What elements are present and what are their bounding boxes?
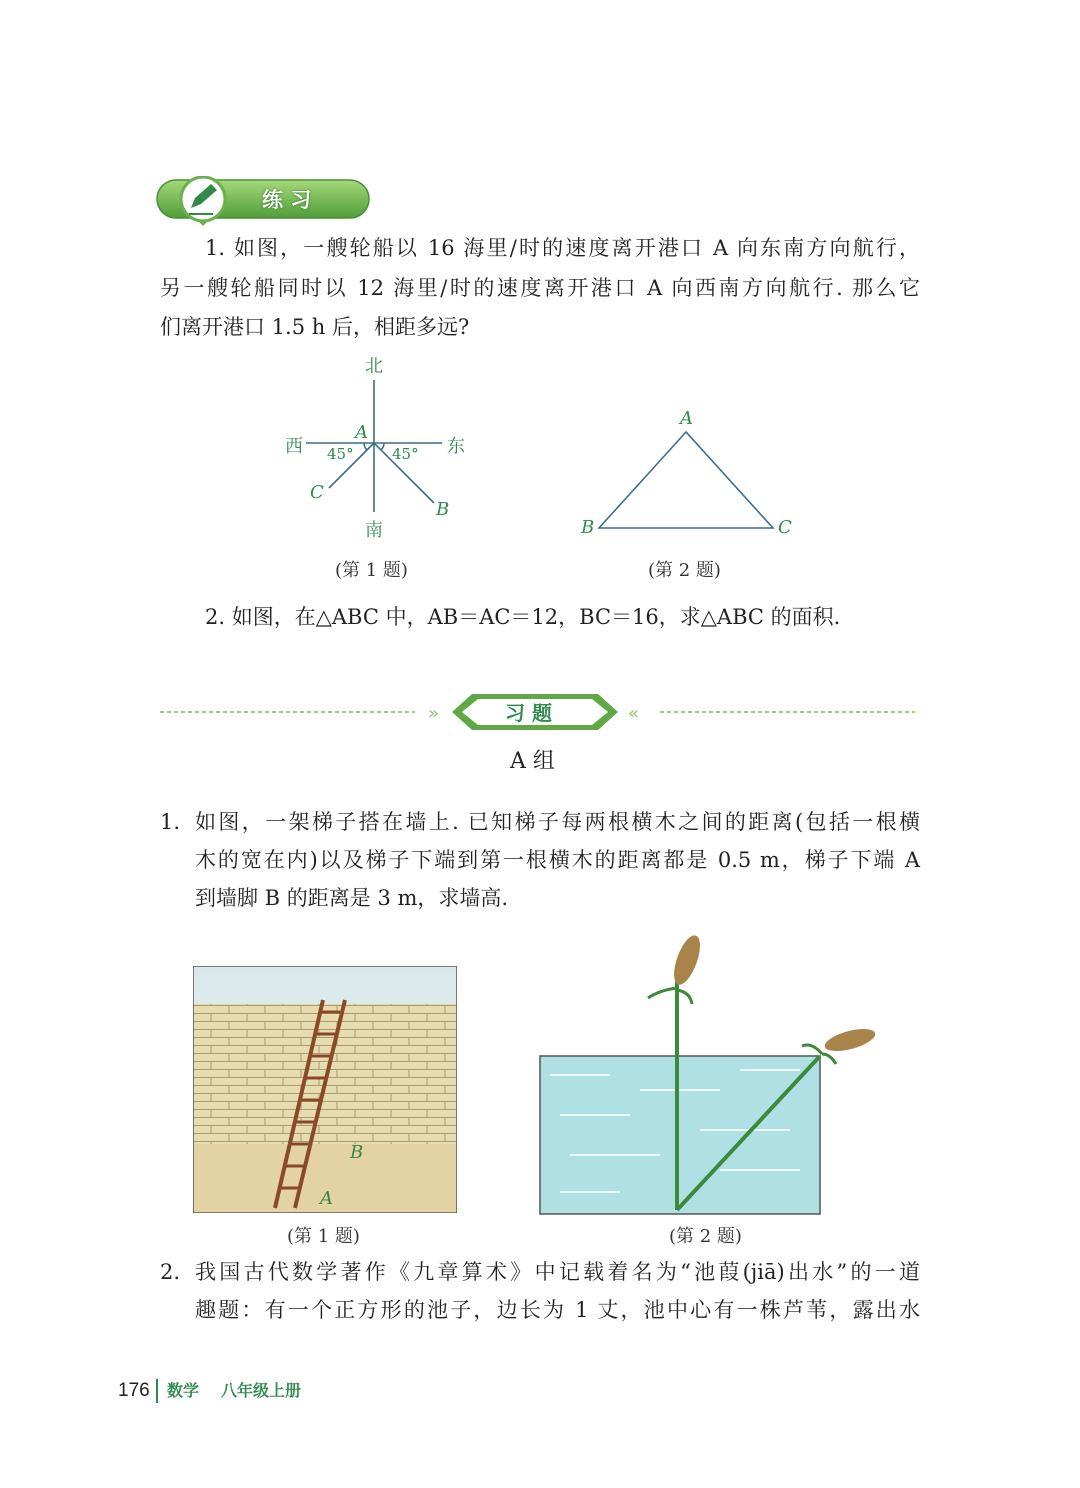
pond-reed-illustration (530, 930, 890, 1220)
label-angle-left: 45° (327, 445, 354, 463)
ladder-label-b: B (350, 1142, 364, 1163)
practice-q1-line-2: 另一艘轮船同时以 12 海里/时的速度离开港口 A 向西南方向航行. 那么它 (160, 276, 920, 300)
compass-diagram (0, 0, 1080, 600)
practice-q1-line-1: 1. 如图，一艘轮船以 16 海里/时的速度离开港口 A 向东南方向航行， (205, 236, 920, 260)
caption-exercise-2: (第 2 题) (669, 1226, 742, 1247)
ladder-label-a: A (320, 1188, 333, 1209)
exercise-q1-line-2: 木的宽在内)以及梯子下端到第一根横木的距离都是 0.5 m，梯子下端 A (195, 848, 920, 872)
label-angle-right: 45° (392, 445, 419, 463)
exercise-q1-line-1: 如图，一架梯子搭在墙上. 已知梯子每两根横木之间的距离(包括一根横 (195, 810, 920, 834)
caption-practice-2: (第 2 题) (648, 560, 721, 581)
svg-text:»: » (428, 703, 440, 724)
label-b: B (436, 499, 450, 520)
ladder-wall-illustration (193, 966, 457, 1213)
footer-divider (156, 1379, 158, 1403)
page-number: 176 (118, 1380, 150, 1401)
exercise-q2-line-2: 趣题：有一个正方形的池子，边长为 1 丈，池中心有一株芦苇，露出水 (195, 1298, 920, 1322)
svg-text:«: « (628, 703, 640, 724)
label-west: 西 (285, 436, 303, 457)
group-heading: A 组 (510, 749, 555, 774)
exercise-q1-line-3: 到墙脚 B 的距离是 3 m，求墙高. (195, 886, 509, 910)
footer-book: 八年级上册 (221, 1381, 302, 1400)
label-north: 北 (365, 356, 383, 377)
caption-practice-1: (第 1 题) (335, 560, 408, 581)
triangle-label-a: A (680, 408, 693, 429)
practice-badge-label: 练 习 (262, 188, 312, 212)
label-c: C (310, 482, 324, 503)
triangle-label-c: C (778, 517, 792, 538)
exercise-q2-line-1: 我国古代数学著作《九章算术》中记载着名为“池葭(jiā)出水”的一道 (195, 1260, 920, 1284)
exercise-q1-number: 1. (160, 810, 181, 834)
label-a: A (355, 422, 368, 443)
exercises-badge-label: 习 题 (505, 701, 552, 725)
exercise-q2-number: 2. (160, 1260, 181, 1284)
practice-q1-line-3: 们离开港口 1.5 h 后，相距多远? (160, 315, 470, 339)
label-south: 南 (365, 520, 383, 541)
label-east: 东 (447, 436, 465, 457)
footer-subject: 数学 (167, 1381, 200, 1400)
practice-q2-text: 2. 如图，在△ABC 中，AB＝AC＝12，BC＝16，求△ABC 的面积. (205, 605, 841, 629)
caption-exercise-1: (第 1 题) (287, 1226, 360, 1247)
triangle-label-b: B (581, 517, 595, 538)
